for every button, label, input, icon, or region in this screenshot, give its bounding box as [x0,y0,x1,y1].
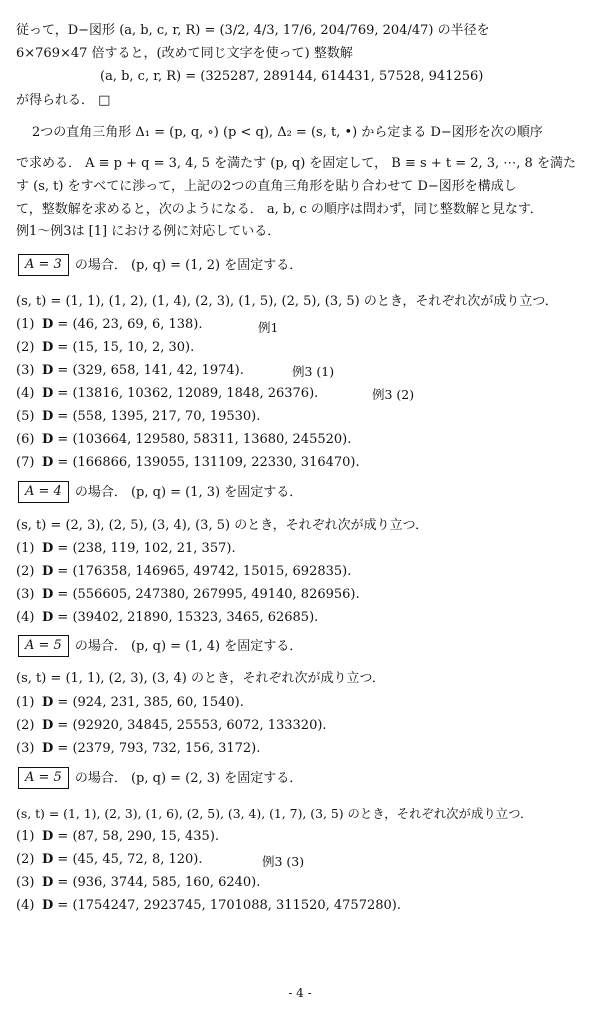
condition-line: (s, t) = (1, 1), (2, 3), (3, 4) のとき，それぞれ次が成り立つ． [16,671,385,686]
case-box: A = 5 [18,767,69,789]
solution-item: (3) D = (329, 658, 141, 42, 1974). [16,363,244,378]
solution-item: (1) D = (87, 58, 290, 15, 435). [16,829,220,844]
paragraph-line-3: す (s, t) をすべてに渉って，上記の2つの直角三角形を貼り合わせて D−図形を構成し [16,179,517,194]
intro-line-3: (a, b, c, r, R) = (325287, 289144, 614431, 57528, 941256) [100,69,484,84]
solution-item: (4) D = (1754247, 2923745, 1701088, 311520, 4757280). [16,898,401,913]
section-header-text: の場合． (p, q) = (1, 3) を固定する． [74,484,303,500]
paragraph-line-5: 例1〜例3は [1] における例に対応している． [16,224,281,239]
case-box: A = 4 [18,481,69,503]
solution-item: (5) D = (558, 1395, 217, 70, 19530). [16,409,261,424]
solution-item: (1) D = (46, 23, 69, 6, 138). [16,317,203,332]
solution-item: (3) D = (936, 3744, 585, 160, 6240). [16,875,261,890]
example-note: 例3 (1) [292,364,335,379]
section-header-text: の場合． (p, q) = (2, 3) を固定する． [74,770,303,786]
example-note: 例3 (2) [372,387,415,402]
solution-item: (7) D = (166866, 139055, 131109, 22330, 316470). [16,455,360,470]
solution-item: (2) D = (45, 45, 72, 8, 120). [16,852,203,867]
page-number: - 4 - [288,986,312,1000]
solution-item: (2) D = (176358, 146965, 49742, 15015, 692835). [16,564,352,579]
solution-item: (6) D = (103664, 129580, 58311, 13680, 245520). [16,432,352,447]
condition-line: (s, t) = (2, 3), (2, 5), (3, 4), (3, 5) のとき，それぞれ次が成り立つ． [16,518,429,533]
intro-line-4: が得られる． □ [16,93,111,108]
example-note: 例1 [258,320,279,335]
case-box: A = 3 [18,254,69,276]
section-header [18,481,302,503]
solution-item: (2) D = (15, 15, 10, 2, 30). [16,340,195,355]
paragraph-line-4: て，整数解を求めると，次のようになる． a, b, c の順序は問わず，同じ整数解と見なす． [16,202,543,217]
paragraph-line-1: 2つの直角三角形 Δ₁ = (p, q, ∘) (p < q), Δ₂ = (s, t, •) から定まる D−図形を次の順序 [32,125,543,140]
solution-item: (1) D = (238, 119, 102, 21, 357). [16,541,236,556]
condition-line: (s, t) = (1, 1), (2, 3), (1, 6), (2, 5), (3, 4), (1, 7), (3, 5) のとき，それぞれ次が成り立つ． [16,806,533,821]
example-note: 例3 (3) [262,854,305,869]
case-box: A = 5 [18,635,69,657]
section-header [18,254,302,276]
solution-item: (3) D = (2379, 793, 732, 156, 3172). [16,741,261,756]
solution-item: (4) D = (39402, 21890, 15323, 3465, 62685). [16,610,319,625]
condition-line: (s, t) = (1, 1), (1, 2), (1, 4), (2, 3), (1, 5), (2, 5), (3, 5) のとき，それぞれ次が成り立つ． [16,294,558,309]
solution-item: (1) D = (924, 231, 385, 60, 1540). [16,695,244,710]
solution-item: (3) D = (556605, 247380, 267995, 49140, 826956). [16,587,360,602]
intro-line-1: 従って，D−図形 (a, b, c, r, R) = (3/2, 4/3, 17/6, 204/769, 204/47) の半径を [16,23,490,38]
solution-item: (4) D = (13816, 10362, 12089, 1848, 26376). [16,386,319,401]
paragraph-line-2: で求める． A ≡ p + q = 3, 4, 5 を満たす (p, q) を固定して， B ≡ s + t = 2, 3, ⋯, 8 を満た [16,156,576,171]
intro-line-2: 6×769×47 倍すると，(改めて同じ文字を使って) 整数解 [16,46,353,61]
section-header [18,635,302,657]
solution-item: (2) D = (92920, 34845, 25553, 6072, 133320). [16,718,327,733]
section-header [18,767,302,789]
section-header-text: の場合． (p, q) = (1, 2) を固定する． [74,257,303,273]
section-header-text: の場合． (p, q) = (1, 4) を固定する． [74,638,303,654]
